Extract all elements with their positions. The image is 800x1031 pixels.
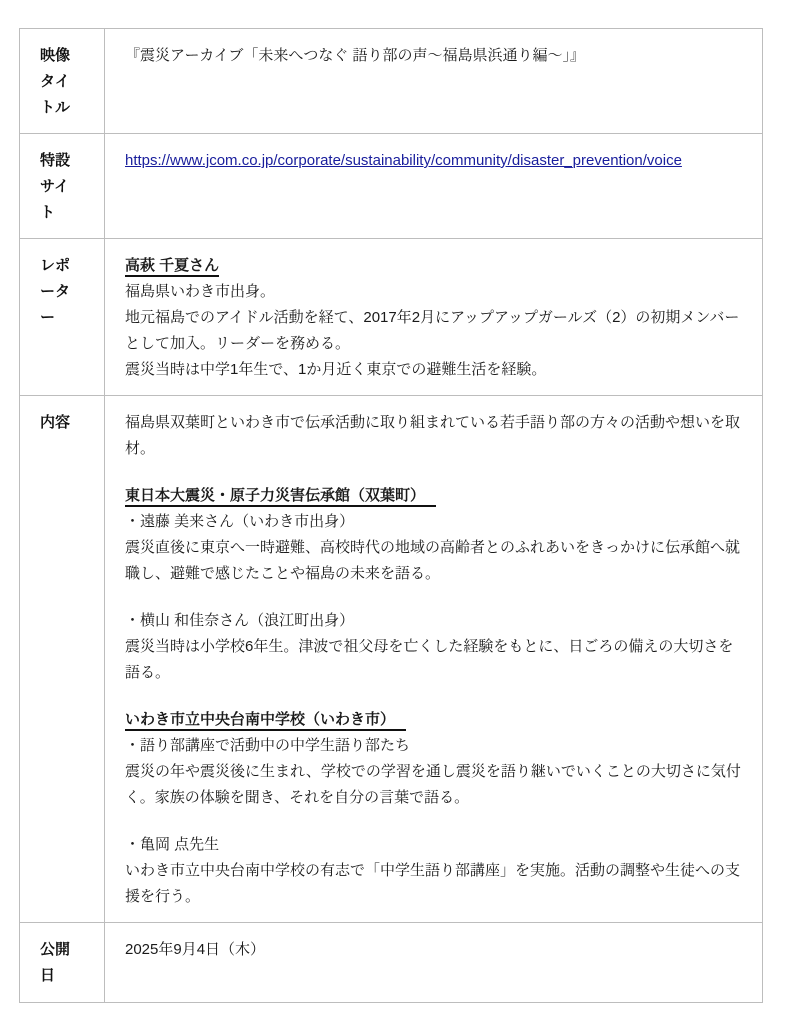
- row-label-special-site: 特設サイト: [20, 134, 105, 239]
- paragraph: いわき市立中央台南中学校（いわき市）: [125, 707, 745, 733]
- video-title-text: 『震災アーカイブ「未来へつなぐ 語り部の声〜福島県浜通り編〜」』: [105, 29, 763, 134]
- paragraph: 震災当時は小学校6年生。津波で祖父母を亡くした経験をもとに、日ごろの備えの大切さを語る。: [125, 638, 734, 681]
- paragraph: ・横山 和佳奈さん（浪江町出身）: [125, 612, 355, 629]
- paragraph: ・亀岡 点先生: [125, 836, 220, 853]
- content-details: [105, 396, 763, 923]
- info-table: [19, 28, 763, 1003]
- paragraph: ・遠藤 美来さん（いわき市出身）: [125, 513, 355, 530]
- paragraph: 高萩 千夏さん: [125, 253, 745, 279]
- reporter-details: [105, 239, 763, 396]
- paragraph: 震災当時は中学1年生で、1か月近く東京での避難生活を経験。: [125, 361, 547, 378]
- row-content: [20, 396, 763, 923]
- row-release-date: [20, 923, 763, 1003]
- row-video-title: [20, 29, 763, 134]
- paragraph: ・語り部講座で活動中の中学生語り部たち: [125, 737, 411, 754]
- special-site-cell: [105, 134, 763, 239]
- paragraph: 福島県双葉町といわき市で伝承活動に取り組まれている若手語り部の方々の活動や想いを取材。: [125, 414, 741, 457]
- release-date-text: 2025年9月4日（木）: [105, 923, 763, 1003]
- row-special-site: [20, 134, 763, 239]
- row-reporter: [20, 239, 763, 396]
- paragraph: 東日本大震災・原子力災害伝承館（双葉町）: [125, 483, 745, 509]
- paragraph: 震災の年や震災後に生まれ、学校での学習を通し震災を語り継いでいくことの大切さに気付く。家族の体験を聞き、それを自分の言葉で語る。: [125, 763, 741, 806]
- paragraph: 地元福島でのアイドル活動を経て、2017年2月にアップアップガールズ（2）の初期メンバーとして加入。リーダーを務める。: [125, 309, 740, 352]
- paragraph: 福島県いわき市出身。: [125, 283, 276, 300]
- row-label-video-title: 映像タイトル: [20, 29, 105, 134]
- spacer: [125, 811, 745, 832]
- spacer: [125, 462, 745, 483]
- spacer: [125, 686, 745, 707]
- special-site-link[interactable]: https://www.jcom.co.jp/corporate/sustainability/community/disaster_prevention/voice: [125, 152, 682, 169]
- row-label-content: 内容: [20, 396, 105, 923]
- paragraph: いわき市立中央台南中学校の有志で「中学生語り部講座」を実施。活動の調整や生徒への支援を行う。: [125, 862, 741, 905]
- row-label-release-date: 公開日: [20, 923, 105, 1003]
- paragraph: 震災直後に東京へ一時避難、高校時代の地域の高齢者とのふれあいをきっかけに伝承館へ就職し、避難で感じたことや福島の未来を語る。: [125, 539, 741, 582]
- row-label-reporter: レポーター: [20, 239, 105, 396]
- spacer: [125, 587, 745, 608]
